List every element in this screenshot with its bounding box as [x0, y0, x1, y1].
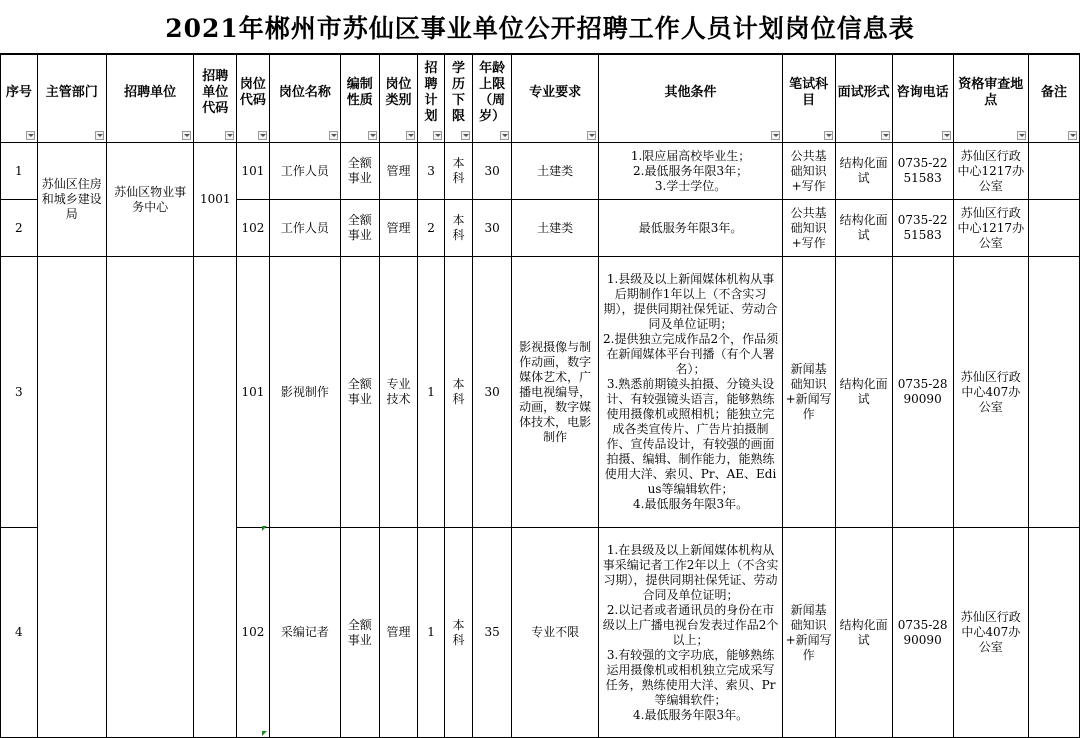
filter-dropdown-icon[interactable]: [258, 131, 267, 140]
cell-post-code[interactable]: 102: [237, 528, 270, 738]
cell-review[interactable]: 苏仙区行政中心407办公室: [953, 257, 1028, 528]
table-row: [1, 257, 1080, 528]
cell-post-name[interactable]: 工作人员: [269, 200, 340, 257]
header-interview[interactable]: 面试形式: [835, 55, 892, 143]
cell-written[interactable]: 公共基础知识+写作: [782, 143, 835, 200]
cell-unit-code[interactable]: 1001: [194, 143, 237, 257]
cell-review[interactable]: 苏仙区行政中心1217办公室: [953, 143, 1028, 200]
cell-education[interactable]: 本科: [444, 200, 473, 257]
header-education[interactable]: 学历下限: [444, 55, 473, 143]
condition-line: 2.最低服务年限3年；: [633, 163, 749, 178]
header-post-name[interactable]: 岗位名称: [269, 55, 340, 143]
cell-staff-type[interactable]: 全额事业: [340, 528, 379, 738]
filter-dropdown-icon[interactable]: [225, 131, 234, 140]
cell-post-name[interactable]: 采编记者: [269, 528, 340, 738]
cell-seq[interactable]: 1: [1, 143, 38, 200]
header-unit-code[interactable]: 招聘单位代码: [194, 55, 237, 143]
cell-other[interactable]: [599, 200, 782, 257]
condition-line: 2.提供独立完成作品2个，作品须在新闻媒体平台刊播（有个人署名）；: [603, 332, 779, 376]
cell-age[interactable]: 30: [473, 143, 512, 200]
header-post-code[interactable]: 岗位代码: [237, 55, 270, 143]
condition-line: 3.学士学位。: [654, 178, 727, 193]
cell-phone[interactable]: 0735-2890090: [892, 528, 953, 738]
cell-age[interactable]: 30: [473, 200, 512, 257]
cell-dept[interactable]: [37, 257, 106, 738]
filter-dropdown-icon[interactable]: [329, 131, 338, 140]
cell-interview[interactable]: 结构化面试: [835, 200, 892, 257]
header-other[interactable]: 其他条件: [599, 55, 782, 143]
filter-dropdown-icon[interactable]: [433, 131, 442, 140]
condition-line: 1.在县级及以上新闻媒体机构从事采编记者工作2年以上（不含实习期），提供同期社保凭证、劳动合同及单位证明；: [602, 542, 779, 602]
cell-staff-type[interactable]: 全额事业: [340, 257, 379, 528]
table-row: [1, 143, 1080, 200]
cell-post-category[interactable]: 管理: [379, 143, 418, 200]
header-dept[interactable]: 主管部门: [37, 55, 106, 143]
cell-major[interactable]: 土建类: [511, 143, 599, 200]
header-row: [1, 55, 1080, 143]
cell-post-category[interactable]: 专业技术: [379, 257, 418, 528]
cell-review[interactable]: 苏仙区行政中心407办公室: [953, 528, 1028, 738]
condition-line: 3.熟悉前期镜头拍摄、分镜头设计、有较强镜头语言，能够熟练使用摄像机或照相机；能独立完成各类宣传片、广告片拍摄制作、宣传品设计，有较强的画面拍摄、编辑、制作能力，能熟练使用大洋、索贝、Pr、AE、Edius等编辑软件；: [604, 377, 777, 496]
page-title: 2021年郴州市苏仙区事业单位公开招聘工作人员计划岗位信息表: [0, 0, 1080, 54]
cell-remark[interactable]: [1028, 257, 1079, 528]
cell-major[interactable]: 影视摄像与制作动画，数字媒体艺术，广播电视编导，动画，数字媒体技术，电影制作: [511, 257, 599, 528]
cell-remark[interactable]: [1028, 528, 1079, 738]
cell-unit[interactable]: 苏仙区物业事务中心: [106, 143, 194, 257]
filter-dropdown-icon[interactable]: [26, 131, 35, 140]
cell-interview[interactable]: 结构化面试: [835, 143, 892, 200]
filter-dropdown-icon[interactable]: [182, 131, 191, 140]
cell-seq[interactable]: 2: [1, 200, 38, 257]
cell-interview[interactable]: 结构化面试: [835, 528, 892, 738]
filter-dropdown-icon[interactable]: [500, 131, 509, 140]
cell-post-name[interactable]: 工作人员: [269, 143, 340, 200]
cell-phone[interactable]: 0735-2890090: [892, 257, 953, 528]
cell-post-name[interactable]: 影视制作: [269, 257, 340, 528]
header-phone[interactable]: 咨询电话: [892, 55, 953, 143]
cell-seq[interactable]: 4: [1, 528, 38, 738]
cell-written[interactable]: 公共基础知识+写作: [782, 200, 835, 257]
cell-education[interactable]: 本科: [444, 143, 473, 200]
cell-unit-code[interactable]: [194, 257, 237, 738]
condition-line: 最低服务年限3年。: [638, 220, 743, 235]
header-written[interactable]: 笔试科目: [782, 55, 835, 143]
filter-dropdown-icon[interactable]: [587, 131, 596, 140]
cell-post-code[interactable]: 101: [237, 143, 270, 200]
cell-remark[interactable]: [1028, 143, 1079, 200]
cell-interview[interactable]: 结构化面试: [835, 257, 892, 528]
cell-phone[interactable]: 0735-2251583: [892, 200, 953, 257]
condition-line: 2.以记者或者通讯员的身份在市级以上广播电视台发表过作品2个以上；: [602, 602, 779, 647]
cell-age[interactable]: 35: [473, 528, 512, 738]
cell-post-code[interactable]: 102: [237, 200, 270, 257]
cell-post-code[interactable]: 101: [237, 257, 270, 528]
cell-staff-type[interactable]: 全额事业: [340, 143, 379, 200]
cell-other[interactable]: [599, 528, 782, 738]
filter-dropdown-icon[interactable]: [942, 131, 951, 140]
filter-dropdown-icon[interactable]: [1017, 131, 1026, 140]
cell-post-category[interactable]: 管理: [379, 200, 418, 257]
cell-other[interactable]: [599, 143, 782, 200]
cell-major[interactable]: 专业不限: [511, 528, 599, 738]
filter-dropdown-icon[interactable]: [881, 131, 890, 140]
cell-seq[interactable]: 3: [1, 257, 38, 528]
cell-comment-marker-icon: [262, 731, 267, 736]
cell-dept[interactable]: 苏仙区住房和城乡建设局: [37, 143, 106, 257]
cell-plan[interactable]: 2: [418, 200, 444, 257]
cell-education[interactable]: 本科: [444, 528, 473, 738]
cell-plan[interactable]: 1: [418, 528, 444, 738]
cell-phone[interactable]: 0735-2251583: [892, 143, 953, 200]
header-unit[interactable]: 招聘单位: [106, 55, 194, 143]
condition-line: 4.最低服务年限3年。: [633, 707, 749, 722]
cell-written[interactable]: 新闻基础知识+新闻写作: [782, 257, 835, 528]
cell-review[interactable]: 苏仙区行政中心1217办公室: [953, 200, 1028, 257]
header-seq[interactable]: 序号: [1, 55, 38, 143]
cell-plan[interactable]: 3: [418, 143, 444, 200]
cell-plan[interactable]: 1: [418, 257, 444, 528]
condition-line: 3.有较强的文字功底，能够熟练运用摄像机或相机独立完成采写任务，熟练使用大洋、索贝、Pr等编辑软件；: [605, 647, 776, 707]
cell-unit[interactable]: [106, 257, 194, 738]
recruitment-table: [0, 54, 1080, 738]
cell-major[interactable]: 土建类: [511, 200, 599, 257]
filter-dropdown-icon[interactable]: [1068, 131, 1077, 140]
cell-age[interactable]: 30: [473, 257, 512, 528]
cell-staff-type[interactable]: 全额事业: [340, 200, 379, 257]
cell-written[interactable]: 新闻基础知识+新闻写作: [782, 528, 835, 738]
cell-remark[interactable]: [1028, 200, 1079, 257]
filter-dropdown-icon[interactable]: [824, 131, 833, 140]
header-review[interactable]: 资格审查地点: [953, 55, 1028, 143]
header-plan[interactable]: 招聘计划: [418, 55, 444, 143]
cell-other[interactable]: [599, 257, 782, 528]
header-age[interactable]: 年龄上限（周岁）: [473, 55, 512, 143]
cell-education[interactable]: 本科: [444, 257, 473, 528]
header-major[interactable]: 专业要求: [511, 55, 599, 143]
filter-dropdown-icon[interactable]: [461, 131, 470, 140]
condition-line: 1.县级及以上新闻媒体机构从事后期制作1年以上（不含实习期），提供同期社保凭证、劳动合同及单位证明；: [603, 272, 778, 331]
filter-dropdown-icon[interactable]: [368, 131, 377, 140]
header-staff-type[interactable]: 编制性质: [340, 55, 379, 143]
filter-dropdown-icon[interactable]: [771, 131, 780, 140]
filter-dropdown-icon[interactable]: [406, 131, 415, 140]
cell-post-category[interactable]: 管理: [379, 528, 418, 738]
filter-dropdown-icon[interactable]: [95, 131, 104, 140]
header-post-category[interactable]: 岗位类别: [379, 55, 418, 143]
condition-line: 4.最低服务年限3年。: [633, 497, 749, 511]
cell-comment-marker-icon: [262, 526, 267, 531]
header-remark[interactable]: 备注: [1028, 55, 1079, 143]
condition-line: 1.限应届高校毕业生；: [630, 148, 751, 163]
